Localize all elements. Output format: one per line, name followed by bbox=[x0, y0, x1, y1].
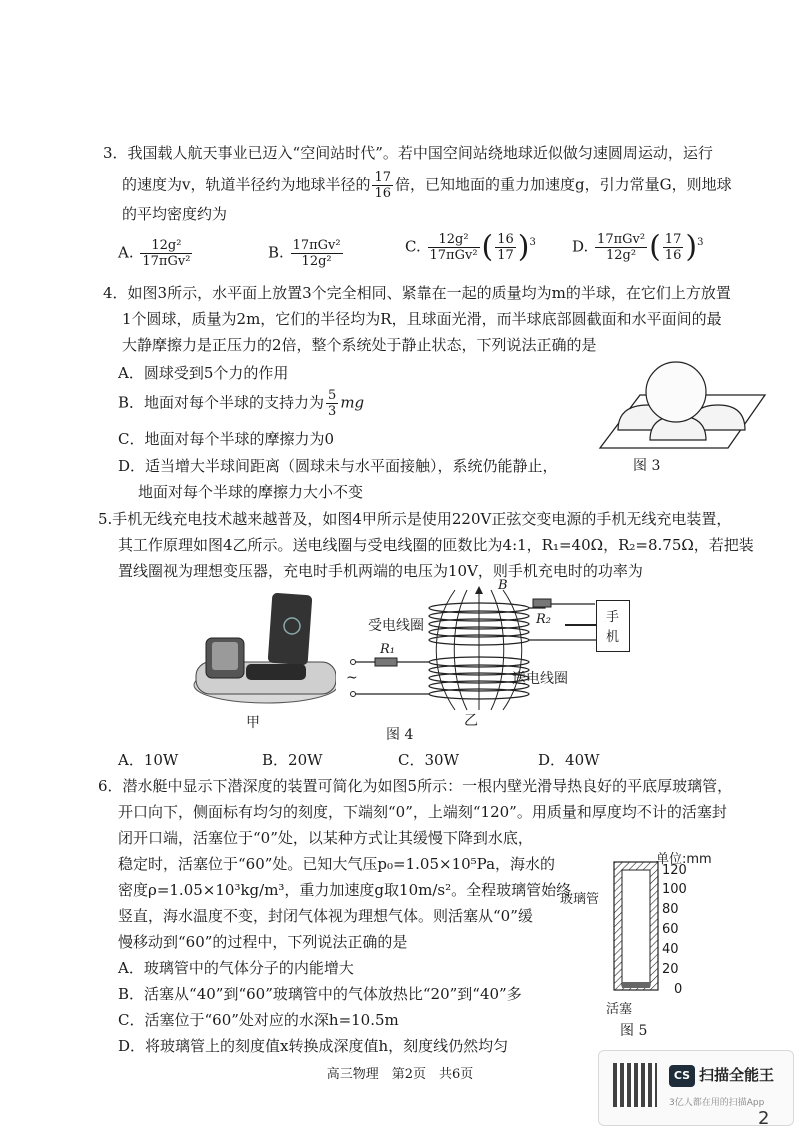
q6-option-a: A．玻璃管中的气体分子的内能增大 bbox=[118, 959, 354, 977]
q4-line3: 大静摩擦力是正压力的2倍，整个系统处于静止状态，下列说法正确的是 bbox=[122, 336, 597, 354]
q3-option-b-denominator: 12g² bbox=[301, 254, 332, 269]
q3-option-b-label: B. bbox=[268, 243, 284, 262]
q3-option-c-ratio-denominator: 17 bbox=[497, 248, 514, 263]
q3-option-c-label: C. bbox=[405, 237, 421, 256]
q3-option-c-ratio-numerator: 16 bbox=[497, 232, 514, 247]
q3-option-b-fraction bbox=[291, 238, 343, 269]
camscanner-logo: CS bbox=[669, 1065, 695, 1087]
q3-line3: 的平均密度约为 bbox=[122, 205, 228, 223]
figure-5-tick-80: 80 bbox=[662, 902, 679, 917]
figure-4-phone-label-1: 手 bbox=[606, 610, 620, 625]
figure-5-tick-20: 20 bbox=[662, 962, 679, 977]
q3-ratio-denominator: 16 bbox=[374, 186, 392, 201]
figure-3-caption: 图 3 bbox=[633, 458, 661, 474]
qr-code-icon bbox=[613, 1063, 657, 1107]
q3-option-d-denominator: 12g² bbox=[606, 248, 637, 263]
q3-option-c bbox=[405, 229, 536, 265]
q6-option-b: B．活塞从“40”到“60”玻璃管中的气体放热比“20”到“40”多 bbox=[118, 985, 522, 1003]
q3-option-d-exponent: 3 bbox=[697, 237, 704, 248]
q3-option-d-label: D. bbox=[572, 237, 589, 256]
q4-option-d-line1: D．适当增大半球间距离（圆球未与水平面接触），系统仍能静止， bbox=[118, 457, 558, 475]
figure-5-tick-100: 100 bbox=[662, 882, 687, 897]
camscanner-subtitle: 3亿人都在用的扫描App bbox=[669, 1098, 765, 1108]
q5-option-a: A．10W bbox=[118, 751, 179, 769]
q3-option-b bbox=[268, 238, 345, 269]
q3-line2-a: 的速度为v，轨道半径约为地球半径的 bbox=[122, 175, 371, 194]
q3-ratio-fraction bbox=[372, 170, 393, 201]
figure-4-phone-label-2: 机 bbox=[606, 630, 620, 645]
q3-option-c-denominator: 17πGv² bbox=[429, 248, 478, 263]
page-number: 2 bbox=[758, 1108, 770, 1129]
figure-4-label-yi: 乙 bbox=[464, 713, 478, 729]
q5-line1: 5.手机无线充电技术越来越普及，如图4甲所示是使用220V正弦交变电源的手机无线充电装置， bbox=[98, 510, 732, 528]
q6-line6: 竖直，海水温度不变，封闭气体视为理想气体。则活塞从“0”缓 bbox=[118, 907, 533, 925]
figure-4-phone-wire bbox=[565, 624, 596, 626]
q4-option-b-numerator: 5 bbox=[328, 388, 337, 403]
q6-option-c: C．活塞位于“60”处对应的水深h=10.5m bbox=[118, 1011, 399, 1029]
figure-4-label-r1: R₁ bbox=[380, 642, 395, 657]
camscanner-title: 扫描全能王 bbox=[699, 1066, 775, 1084]
q4-option-b-denominator: 3 bbox=[328, 404, 337, 419]
q3-ratio-numerator: 17 bbox=[374, 170, 392, 185]
q3-option-d-ratio-numerator: 17 bbox=[664, 232, 682, 247]
q3-option-d bbox=[572, 229, 704, 265]
q4-option-a: A．圆球受到5个力的作用 bbox=[118, 364, 289, 382]
q6-line3: 闭开口端，活塞位于“0”处，以某种方式让其缓慢下降到水底， bbox=[118, 829, 533, 847]
figure-4-photo bbox=[186, 590, 336, 710]
figure-5-tick-60: 60 bbox=[662, 922, 679, 937]
figure-4-caption: 图 4 bbox=[386, 727, 414, 743]
figure-4-label-ac: ~ bbox=[346, 670, 358, 686]
q3-option-d-right-paren: ) bbox=[685, 229, 698, 265]
q6-line4: 稳定时，活塞位于“60”处。已知大气压p₀=1.05×10⁵Pa，海水的 bbox=[118, 855, 556, 873]
q3-option-a-label: A. bbox=[118, 243, 134, 262]
q3-option-d-ratio bbox=[663, 232, 684, 263]
q3-option-a-numerator: 12g² bbox=[140, 238, 192, 254]
q3-option-a-fraction bbox=[140, 238, 192, 269]
q3-option-c-right-paren: ) bbox=[517, 229, 530, 265]
figure-5-tick-40: 40 bbox=[662, 942, 679, 957]
q4-option-c: C．地面对每个半球的摩擦力为0 bbox=[118, 430, 335, 448]
q3-line2 bbox=[122, 170, 732, 201]
figure-3-hemispheres bbox=[580, 360, 780, 460]
q5-line2: 其工作原理如图4乙所示。送电线圈与受电线圈的匝数比为4:1，R₁=40Ω，R₂=8.75Ω，若把装 bbox=[118, 536, 754, 554]
figure-4-label-b: B bbox=[498, 578, 508, 593]
q5-option-d: D．40W bbox=[538, 751, 600, 769]
q4-option-b-fraction bbox=[326, 388, 338, 419]
figure-5-caption: 图 5 bbox=[620, 1023, 648, 1039]
q4-option-b bbox=[118, 388, 364, 419]
q3-option-a bbox=[118, 238, 194, 269]
q4-option-b-text: B．地面对每个半球的支持力为 bbox=[118, 393, 325, 412]
q3-option-d-left-paren: ( bbox=[649, 229, 661, 265]
figure-5-piston-label: 活塞 bbox=[606, 1002, 633, 1017]
q6-line5: 密度ρ=1.05×10³kg/m³，重力加速度g取10m/s²。全程玻璃管始终 bbox=[118, 881, 572, 899]
figure-5-unit: 单位:mm bbox=[656, 852, 712, 867]
figure-4-label-receive: 受电线圈 bbox=[368, 618, 424, 634]
q4-option-d-line2: 地面对每个半球的摩擦力大小不变 bbox=[138, 483, 364, 501]
page-footer: 高三物理 第2页 共6页 bbox=[326, 1067, 474, 1082]
figure-5-tick-0: 0 bbox=[674, 982, 683, 997]
figure-5-tube-label: 玻璃管 bbox=[560, 892, 600, 907]
q5-line3: 置线圈视为理想变压器，充电时手机两端的电压为10V，则手机充电时的功率为 bbox=[118, 562, 643, 580]
q5-option-c: C．30W bbox=[398, 751, 459, 769]
q3-option-c-numerator: 12g² bbox=[428, 232, 480, 248]
q3-line2-b: 倍，已知地面的重力加速度g，引力常量G，则地球 bbox=[395, 175, 732, 194]
q6-line2: 开口向下，侧面标有均匀的刻度，下端刻“0”，上端刻“120”。用质量和厚度均不计的活塞封 bbox=[118, 803, 727, 821]
q4-line2: 1个圆球，质量为2m，它们的半径均为R，且球面光滑，而半球底部圆截面和水平面间的最 bbox=[122, 310, 722, 328]
figure-4-label-jia: 甲 bbox=[246, 715, 260, 731]
q3-option-c-left-paren: ( bbox=[481, 229, 494, 265]
q3-option-c-fraction bbox=[428, 232, 480, 263]
q3-option-d-fraction bbox=[595, 232, 647, 263]
figure-5-scale bbox=[660, 863, 687, 997]
q3-line1: 3．我国载人航天事业已迈入“空间站时代”。若中国空间站绕地球近似做匀速圆周运动，运行 bbox=[103, 144, 713, 162]
q6-line7: 慢移动到“60”的过程中，下列说法正确的是 bbox=[118, 933, 408, 951]
q3-option-d-numerator: 17πGv² bbox=[597, 232, 646, 247]
q3-option-a-denominator: 17πGv² bbox=[142, 254, 191, 269]
q5-option-b: B．20W bbox=[262, 751, 323, 769]
figure-5-tick-120: 120 bbox=[662, 863, 687, 878]
q6-line1: 6．潜水艇中显示下潜深度的装置可简化为如图5所示：一根内壁光滑导热良好的平底厚玻璃管， bbox=[98, 777, 733, 795]
q3-option-d-ratio-denominator: 16 bbox=[664, 248, 682, 263]
figure-4-label-r2: R₂ bbox=[536, 612, 551, 627]
q6-option-d: D．将玻璃管上的刻度值x转换成深度值h，刻度线仍然均匀 bbox=[118, 1037, 509, 1055]
q4-line1: 4．如图3所示，水平面上放置3个完全相同、紧靠在一起的质量均为m的半球，在它们上方放置 bbox=[103, 284, 731, 302]
q3-option-b-numerator: 17πGv² bbox=[292, 238, 341, 253]
q4-option-b-unit: mg bbox=[340, 393, 365, 412]
figure-5-tube bbox=[610, 860, 670, 998]
q3-option-c-ratio bbox=[495, 232, 516, 263]
q3-option-c-exponent: 3 bbox=[529, 237, 536, 248]
figure-4-label-send: 送电线圈 bbox=[512, 671, 568, 687]
